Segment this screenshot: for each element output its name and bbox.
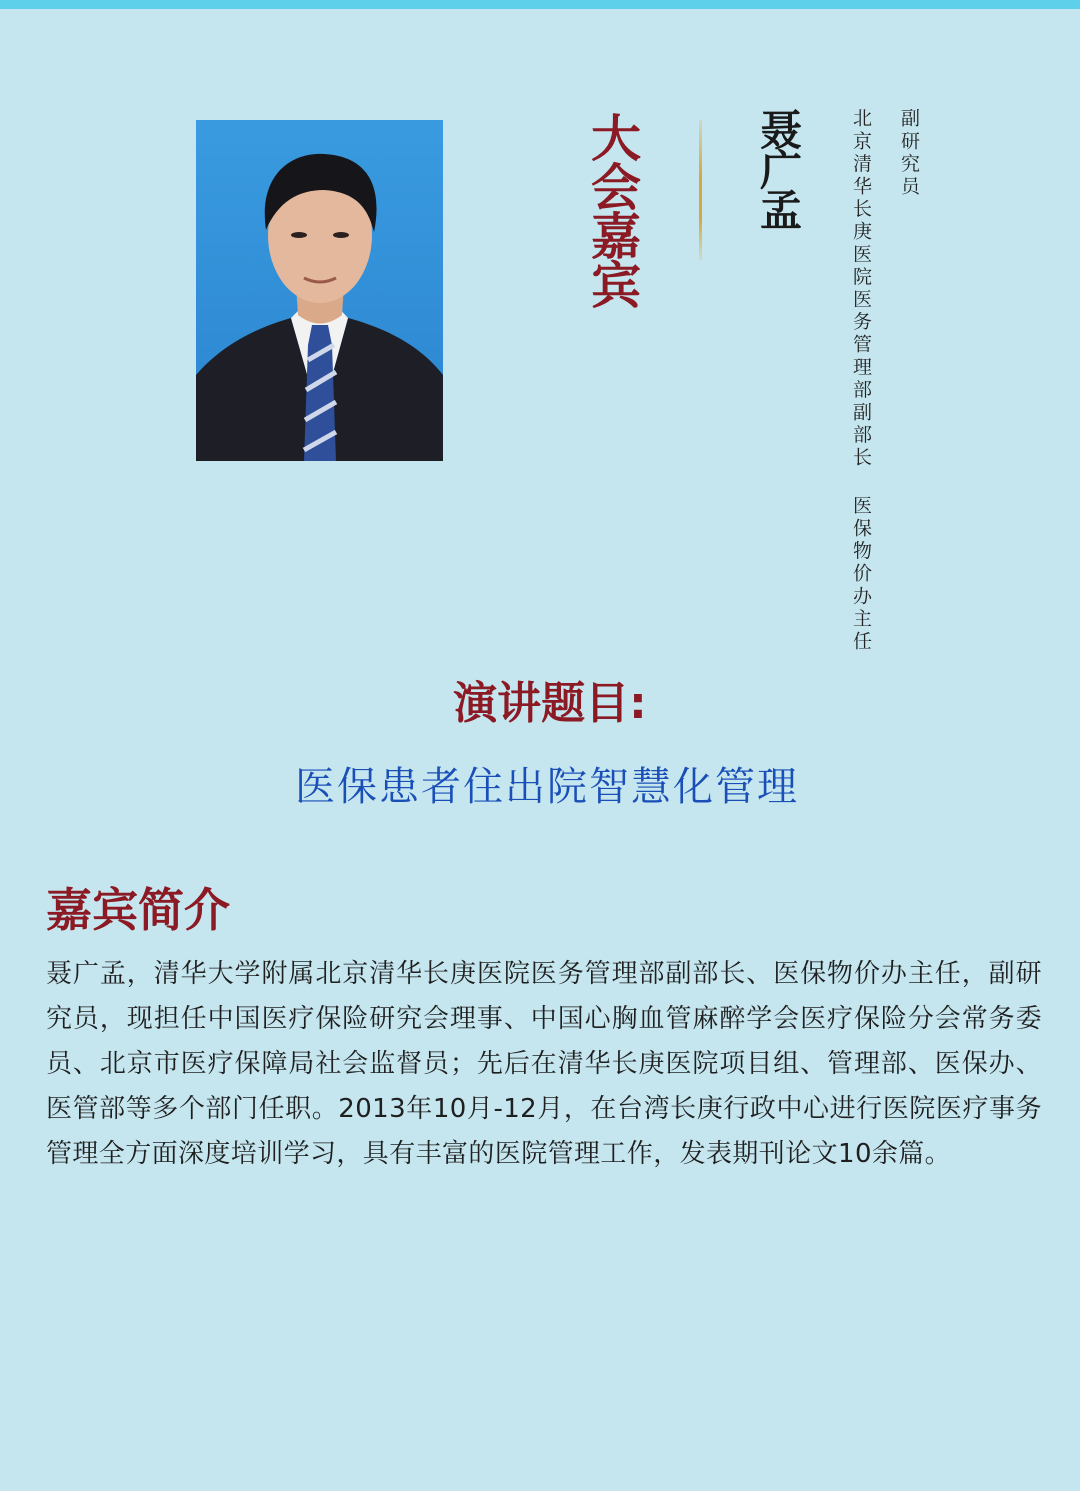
topic-title: 医保患者住出院智慧化管理 <box>295 764 799 810</box>
intro-body: 聂广孟，清华大学附属北京清华长庚医院医务管理部副部长、医保物价办主任，副研究员，现担任中国医疗保险研究会理事、中国心胸血管麻醉学会医疗保险分会常务委员、北京市医疗保障局社会监督员；先后在清华长庚医院项目组、管理部、医保办、医管部等多个部门任职。2013年10月-12月，在台湾长庚行政中心进行医院医疗事务管理全方面深度培训学习，具有丰富的医院管理工作，发表期刊论文10余篇。 <box>46 959 1042 1169</box>
speaker-photo <box>196 120 443 461</box>
section-label: 大会嘉宾 <box>583 112 641 308</box>
speaker-name: 聂广孟 <box>754 108 803 228</box>
intro-heading: 嘉宾简介 <box>46 883 230 937</box>
topic-label: 演讲题目: <box>453 678 647 729</box>
speaker-rank: 副研究员 <box>898 108 920 199</box>
speaker-position: 北京清华长庚医院医务管理部副部长 医保物价办主任 <box>850 108 872 654</box>
gold-divider-line <box>699 120 702 260</box>
top-accent-bar <box>0 0 1080 9</box>
